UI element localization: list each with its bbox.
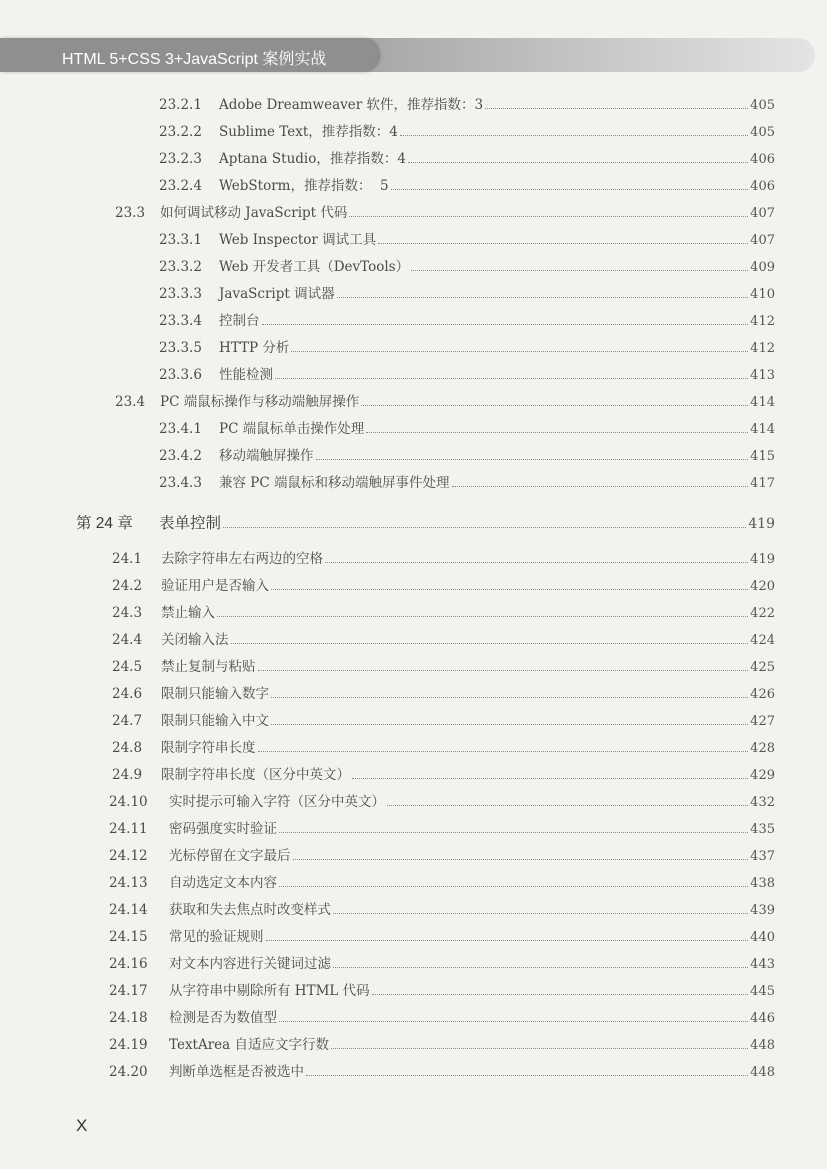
toc-number: 23.2.2: [159, 124, 202, 140]
dot-leader: [411, 269, 748, 271]
toc-title: 对文本内容进行关键词过滤: [169, 956, 331, 972]
toc-title: Aptana Studio，推荐指数：4: [219, 151, 406, 167]
toc-number: 23.4.1: [159, 421, 202, 437]
dot-leader: [408, 161, 748, 163]
toc-entry[interactable]: [109, 1008, 775, 1028]
toc-title: JavaScript 调试器: [219, 286, 335, 302]
toc-page: 440: [750, 930, 775, 945]
toc-title: Adobe Dreamweaver 软件，推荐指数：3: [219, 97, 484, 113]
toc-number: 23.4.2: [159, 448, 202, 464]
dot-leader: [279, 831, 748, 833]
toc-title: Sublime Text，推荐指数：4: [219, 124, 398, 140]
book-title: HTML 5+CSS 3+JavaScript 案例实战: [62, 51, 327, 68]
toc-page: 420: [750, 579, 775, 594]
toc-page: 439: [750, 903, 775, 918]
toc-number: 24.8: [112, 740, 143, 756]
toc-number: 24.19: [109, 1037, 148, 1053]
toc-page: 414: [750, 422, 775, 437]
toc-title: 关闭输入法: [161, 632, 229, 648]
toc-page: 445: [750, 984, 775, 999]
toc-page: 422: [750, 606, 775, 621]
toc-page: 438: [750, 876, 775, 891]
toc-entry[interactable]: [112, 738, 775, 758]
toc-entry[interactable]: [112, 684, 775, 704]
dot-leader: [485, 107, 748, 109]
toc-title: TextArea 自适应文字行数: [169, 1037, 330, 1053]
toc-title: 检测是否为数值型: [169, 1010, 277, 1026]
dot-leader: [231, 642, 749, 644]
dot-leader: [271, 723, 748, 725]
toc-entry[interactable]: [115, 203, 775, 223]
dot-leader: [361, 404, 748, 406]
toc-title: 判断单选框是否被选中: [169, 1064, 304, 1080]
toc-entry[interactable]: [112, 549, 775, 569]
toc-number: 23.3.5: [159, 340, 202, 356]
toc-number: 24.5: [112, 659, 143, 675]
toc-number: 24.20: [109, 1064, 148, 1080]
toc-page: 407: [750, 233, 775, 248]
toc-number: 24.7: [112, 713, 143, 729]
toc-page: 406: [750, 152, 775, 167]
toc-number: 24.17: [109, 983, 148, 999]
toc-entry[interactable]: [159, 446, 775, 466]
toc-entry[interactable]: [109, 927, 775, 947]
toc-number: 24.18: [109, 1010, 148, 1026]
dot-leader: [349, 215, 748, 217]
toc-page: 419: [750, 552, 775, 567]
toc-number: 24.14: [109, 902, 148, 918]
toc-entry[interactable]: [159, 419, 775, 439]
dot-leader: [279, 885, 748, 887]
dot-leader: [271, 696, 748, 698]
toc-title: 禁止输入: [161, 605, 215, 621]
dot-leader: [275, 377, 748, 379]
toc-entry[interactable]: [159, 338, 775, 358]
toc-number: 24.13: [109, 875, 148, 891]
toc-title: 性能检测: [219, 367, 273, 383]
dot-leader: [271, 588, 748, 590]
toc-number: 23.2.4: [159, 178, 202, 194]
dot-leader: [262, 323, 749, 325]
toc-page: 429: [750, 768, 775, 783]
toc-title: 去除字符串左右两边的空格: [161, 551, 323, 567]
toc-page: 427: [750, 714, 775, 729]
toc-entry[interactable]: [109, 954, 775, 974]
toc-entry[interactable]: [109, 792, 775, 812]
dot-leader: [452, 485, 749, 487]
toc-page: 417: [750, 476, 775, 491]
dot-leader: [378, 242, 748, 244]
toc-page: 406: [750, 179, 775, 194]
toc-page: 419: [748, 516, 775, 532]
toc-title: 移动端触屏操作: [219, 448, 314, 464]
toc-title: HTTP 分析: [219, 340, 290, 356]
dot-leader: [391, 188, 749, 190]
toc-title: 限制字符串长度（区分中英文）: [161, 767, 350, 783]
dot-leader: [293, 858, 749, 860]
toc-entry[interactable]: [109, 900, 775, 920]
toc-number: 24.12: [109, 848, 148, 864]
toc-number: 23.3.6: [159, 367, 202, 383]
toc-entry[interactable]: [109, 846, 775, 866]
toc-number: 23.2.1: [159, 97, 202, 113]
toc-title: 限制只能输入数字: [161, 686, 269, 702]
toc-title: 密码强度实时验证: [169, 821, 277, 837]
toc-page: 409: [750, 260, 775, 275]
dot-leader: [316, 458, 749, 460]
toc-page: 443: [750, 957, 775, 972]
dot-leader: [352, 777, 748, 779]
toc-number: 23.3: [115, 205, 146, 221]
toc-page: 432: [750, 795, 775, 810]
toc-title: 限制只能输入中文: [161, 713, 269, 729]
toc-page: 448: [750, 1038, 775, 1053]
toc-page: 425: [750, 660, 775, 675]
dot-leader: [372, 993, 749, 995]
toc-entry[interactable]: [109, 1062, 775, 1082]
dot-leader: [400, 134, 748, 136]
dot-leader: [217, 615, 748, 617]
toc-number: 23.4.3: [159, 475, 202, 491]
dot-leader: [331, 1047, 748, 1049]
toc-title: 兼容 PC 端鼠标和移动端触屏事件处理: [219, 475, 450, 491]
toc-number: 24.3: [112, 605, 143, 621]
dot-leader: [333, 912, 748, 914]
toc-page: 437: [750, 849, 775, 864]
toc-title: 限制字符串长度: [161, 740, 256, 756]
dot-leader: [291, 350, 748, 352]
toc-entry[interactable]: [159, 284, 775, 304]
toc-number: 24.15: [109, 929, 148, 945]
toc-page: 410: [750, 287, 775, 302]
toc-page: 413: [750, 368, 775, 383]
toc-number: 24.1: [112, 551, 143, 567]
toc-title: 获取和失去焦点时改变样式: [169, 902, 331, 918]
toc-number: 24.6: [112, 686, 143, 702]
toc-number: 24.11: [109, 821, 148, 837]
toc-title: Web Inspector 调试工具: [219, 232, 377, 248]
toc-title: 验证用户是否输入: [161, 578, 269, 594]
toc-number: 23.3.2: [159, 259, 202, 275]
toc-page: 412: [750, 314, 775, 329]
toc-entry[interactable]: [159, 176, 775, 196]
toc-page: 415: [750, 449, 775, 464]
toc-title: 禁止复制与粘贴: [161, 659, 256, 675]
toc-number: 23.3.3: [159, 286, 202, 302]
toc-page: 426: [750, 687, 775, 702]
toc-page: 428: [750, 741, 775, 756]
dot-leader: [337, 296, 749, 298]
toc-title: 实时提示可输入字符（区分中英文）: [169, 794, 385, 810]
toc-title: 光标停留在文字最后: [169, 848, 291, 864]
dot-leader: [325, 561, 748, 563]
toc-title: 常见的验证规则: [169, 929, 264, 945]
toc-entry[interactable]: [159, 149, 775, 169]
page-number: X: [76, 1116, 88, 1135]
toc-page: 424: [750, 633, 775, 648]
toc-title: 从字符串中剔除所有 HTML 代码: [169, 983, 370, 999]
toc-number: 23.3.1: [159, 232, 202, 248]
toc-number: 24.16: [109, 956, 148, 972]
toc-title: PC 端鼠标单击操作处理: [219, 421, 365, 437]
toc-entry[interactable]: [159, 230, 775, 250]
toc-number: 24.10: [109, 794, 148, 810]
toc-entry[interactable]: [159, 95, 775, 115]
toc-entry[interactable]: [159, 311, 775, 331]
dot-leader: [333, 966, 748, 968]
toc-entry[interactable]: [109, 819, 775, 839]
toc-title: PC 端鼠标操作与移动端触屏操作: [160, 394, 360, 410]
chapter-heading[interactable]: [76, 512, 775, 536]
toc-page: 407: [750, 206, 775, 221]
dot-leader: [223, 526, 746, 528]
toc-entry[interactable]: [115, 392, 775, 412]
toc-entry[interactable]: [112, 765, 775, 785]
toc-entry[interactable]: [112, 657, 775, 677]
toc-entry[interactable]: [159, 122, 775, 142]
dot-leader: [258, 669, 749, 671]
toc-title: WebStorm，推荐指数： 5: [219, 178, 389, 194]
toc-entry[interactable]: [112, 576, 775, 596]
toc-entry[interactable]: [159, 473, 775, 493]
chapter-title: 表单控制: [159, 515, 222, 532]
chapter-number: 第 24 章: [76, 515, 133, 532]
toc-page: 435: [750, 822, 775, 837]
toc-number: 23.3.4: [159, 313, 202, 329]
toc-entry[interactable]: [109, 1035, 775, 1055]
toc-page: 448: [750, 1065, 775, 1080]
toc-title: 自动选定文本内容: [169, 875, 277, 891]
dot-leader: [387, 804, 748, 806]
toc-page: 412: [750, 341, 775, 356]
toc-number: 23.4: [115, 394, 146, 410]
toc-title: 控制台: [219, 313, 260, 329]
toc-entry[interactable]: [159, 365, 775, 385]
toc-number: 23.2.3: [159, 151, 202, 167]
dot-leader: [258, 750, 749, 752]
toc-entry[interactable]: [112, 603, 775, 623]
dot-leader: [279, 1020, 748, 1022]
toc-entry[interactable]: [109, 981, 775, 1001]
dot-leader: [266, 939, 749, 941]
toc-number: 24.9: [112, 767, 143, 783]
toc-page: 414: [750, 395, 775, 410]
dot-leader: [366, 431, 748, 433]
toc-entry[interactable]: [112, 711, 775, 731]
toc-page: 405: [750, 125, 775, 140]
toc-number: 24.4: [112, 632, 143, 648]
toc-title: 如何调试移动 JavaScript 代码: [160, 205, 348, 221]
toc-page: 446: [750, 1011, 775, 1026]
toc-page: 405: [750, 98, 775, 113]
dot-leader: [306, 1074, 748, 1076]
toc-title: Web 开发者工具（DevTools）: [219, 259, 410, 275]
toc-entry[interactable]: [109, 873, 775, 893]
toc-entry[interactable]: [159, 257, 775, 277]
toc-entry[interactable]: [112, 630, 775, 650]
toc-number: 24.2: [112, 578, 143, 594]
